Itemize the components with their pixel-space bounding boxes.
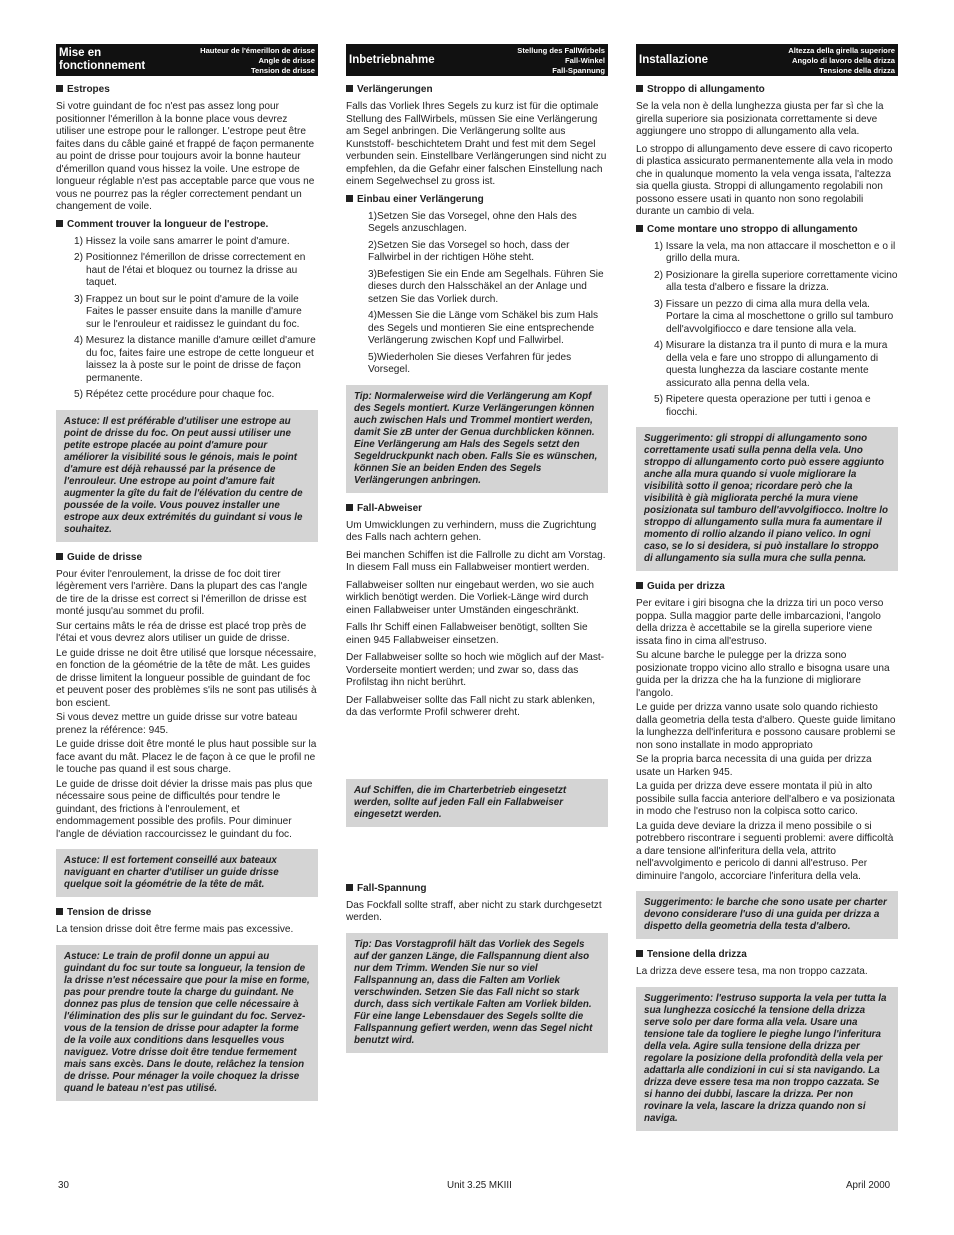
tip-box: Suggerimento: gli stroppi di allungamento sono correttamente usati sulla penna della vela. Uno stroppo di allungamento corto può essere aggiunto anche alla mura quando si vuole migliorare la visibilità sotto il genoa; ricordare però che la visibilità è già migliorata perché la mura viene posizionata sul tamburo dell'avvolgifiocco. Inoltre lo stroppo di allungamento sulla mura fa aumentare il momento di rollio alzando il piano velico. In ogni caso, se lo si desidera, si può installare lo stroppo di allungamento sia sulla mura che sulla penna. — [636, 427, 898, 571]
tip-box: Astuce: Il est préférable d'utiliser une estrope au point de drisse du foc. On peut aussi utiliser une petite estrope placée au point d'amure pour améliorer la visibilité sous le génois, mais le point d'amure est déjà rehaussé par la présence de l'enrouleur. Une estrope au point d'amure fait augmenter la gîte du fait de l'élévation du centre de poussée de la voile. Vous pouvez installer une estrope aux deux extrémités du guindant si vous le souhaitez. — [56, 410, 318, 542]
section-subtitles: Hauteur de l'émerillon de drisse Angle de drisse Tension de drisse — [200, 46, 315, 75]
list-item: 5) Répétez cette procédure pour chaque foc. — [74, 389, 275, 400]
column-german — [346, 44, 608, 1063]
tip-box: Tip: Normalerweise wird die Verlängerung am Kopf des Segels montiert. Kurze Verlängerungen können auch zwischen Hals und Trommel montiert werden, damit Sie zB unter der Genua durchblicken können. Eine Verlängerung am Hals des Segels setzt den Segeldruckpunkt nach oben. Falls Sie es wünschen, können Sie an beiden Enden des Segels Verlängerungen anbringen. — [346, 385, 608, 493]
column-french — [56, 44, 318, 1111]
section-header-french — [56, 44, 318, 76]
paragraph: Le guide drisse ne doit être utilisé que lorsque nécessaire, en fonction de la géométrie de la tête de mât. Les guides de drisse limitent la longueur possible de guindant de foc et peuvent poser des problèmes s'ils ne sont pas utilisés à bon escient. — [56, 647, 317, 709]
footer-date: April 2000 — [846, 1180, 891, 1191]
paragraph: Der Fallabweiser sollte das Fall nicht zu stark ablenken, da das verformte Profil schwerer dreht. — [346, 694, 596, 718]
column-italian — [636, 44, 898, 1141]
heading-guide: Guide de drisse — [56, 552, 318, 564]
paragraph: Das Fockfall sollte straff, aber nicht zu stark durchgesetzt werden. — [346, 899, 602, 923]
heading-stroppo: Stroppo di allungamento — [636, 84, 898, 96]
page-number: 30 — [58, 1180, 69, 1191]
steps-list — [346, 211, 608, 377]
paragraph: Per evitare i giri bisogna che la drizza tiri un poco verso poppa. Sulla maggior parte delle imbarcazioni, l'angolo della drizza è accettabile se la girella superiore viene issata fino in cima all'estruso. — [636, 598, 884, 647]
list-item: 3) Fissare un pezzo di cima alla mura della vela. Portare la cima al moschettone o grillo sul tamburo dell'avvolgifiocco e dare tensione alla vela. — [654, 298, 894, 335]
steps-list — [56, 236, 318, 402]
list-item: 1)Setzen Sie das Vorsegel, ohne den Hals des Segels anzuschlagen. — [368, 210, 577, 234]
paragraph: Le guide per drizza vanno usate solo quando richiesto dalla geometria della testa d'albero. Queste guide limitano la lunghezza dell'inferitura e possono causare problemi se non sono installate in modo appropriato — [636, 702, 896, 751]
list-item: 5)Wiederholen Sie dieses Verfahren für jedes Vorsegel. — [368, 351, 572, 375]
section-title: Inbetriebnahme — [349, 54, 435, 66]
list-item: 2) Posizionare la girella superiore correttamente vicino alla testa d'albero e fissare la drizza. — [654, 269, 898, 293]
paragraph: Se la vela non è della lunghezza giusta per far sì che la girella superiore sia posizionata correttamente si deve aggiungere uno stroppo di allungamento alla vela. — [636, 101, 884, 137]
paragraph: La guida per drizza deve essere montata il più in alto possibile sulla faccia anteriore dell'albero e va posizionata in modo che l'estruso non la colpisca sotto carico. — [636, 781, 895, 817]
tip-box: Suggerimento: le barche che sono usate per charter devono considerare l'uso di una guida per drizza a dispetto della geometria della testa d'albero. — [636, 891, 898, 939]
list-item: 2)Setzen Sie das Vorsegel so hoch, dass der Fallwirbel in der richtigen Höhe steht. — [368, 239, 570, 263]
paragraph: Su alcune barche le pulegge per la drizza sono posizionate troppo vicino allo strallo e bisogna usare una guida per la drizza che ha la funzione di migliorare l'angolo. — [636, 650, 890, 699]
section-title: Installazione — [639, 54, 709, 66]
heading-guida: Guida per drizza — [636, 581, 898, 593]
paragraph: Si votre guindant de foc n'est pas assez long pour positionner l'émerillon à la bonne place vous devrez utiliser une estrope pour le rallonger. L'estrope peut être faites dans du câble gainé et frappé de façon permanente au point de drisse pour toujours avoir la bonne hauteur d'émerillon quand vous hissez la voile. Une estrope de longueur réglable n'est pas acceptable parce que vous ne vous ne pourrez pas la régler correctement pendant un changement de voile. — [56, 101, 315, 212]
tip-box: Astuce: Il est fortement conseillé aux bateaux naviguant en charter d'utiliser un guide drisse quelque soit la géométrie de la tête de mât. — [56, 849, 318, 897]
paragraph: Um Umwicklungen zu verhindern, muss die Zugrichtung des Falls nach achtern gehen. — [346, 519, 597, 543]
list-item: 2) Positionnez l'émerillon de drisse correctement en haut de l'étai et bloquez ou tournez la drisse au taquet. — [74, 252, 306, 288]
heading-tensione: Tensione della drizza — [636, 949, 898, 961]
paragraph: Falls Ihr Schiff einen Fallabweiser benötigt, sollten Sie einen 945 Fallabweiser einsetzen. — [346, 622, 588, 646]
heading-einbau: Einbau einer Verlängerung — [346, 194, 608, 206]
section-header-german — [346, 44, 608, 76]
heading-estropes: Estropes — [56, 84, 318, 96]
paragraph: Falls das Vorliek Ihres Segels zu kurz ist für die optimale Stellung des FallWirbels, müssen Sie eine Verlängerung am Segel anbringen. Die Verlängerung sollte aus Kunststoff- beschichtetem Draht und fest mit dem Segel verbunden sein. Einstellbare Verlängerungen sind nicht zu empfehlen, da die Gefahr einer falschen Einstellung nach einem Segelwechsel zu gross ist. — [346, 101, 607, 187]
footer-unit: Unit 3.25 MKIII — [447, 1180, 512, 1191]
steps-list — [636, 241, 898, 420]
section-header-italian — [636, 44, 898, 76]
paragraph: La drizza deve essere tesa, ma non troppo cazzata. — [636, 966, 868, 977]
list-item: 4)Messen Sie die Länge vom Schäkel bis zum Hals des Segels und montieren Sie eine entsprechende Verlängerung zwischen Kopf und Fallwirbel. — [368, 310, 599, 346]
list-item: 4) Misurare la distanza tra il punto di mura e la mura della vela e fare uno stroppo di allungamento di questa lunghezza da lasciare costante mente assicurato alla penna della vela. — [654, 340, 888, 389]
list-item: 4) Mesurez la distance manille d'amure œillet d'amure du foc, faites faire une estrope de cette longueur et laissez la à poste sur le point de drisse de façon permanente. — [74, 335, 316, 384]
paragraph: Sur certains mâts le réa de drisse est placé trop près de l'étai et vous devrez alors utiliser un guide de drisse. — [56, 620, 307, 644]
heading-come-montare: Come montare uno stroppo di allungamento — [636, 224, 898, 236]
heading-tension: Tension de drisse — [56, 907, 318, 919]
paragraph: Si vous devez mettre un guide drisse sur votre bateau prenez la référence: 945. — [56, 712, 298, 736]
tip-box: Auf Schiffen, die im Charterbetrieb eingesetzt werden, sollte auf jeden Fall ein Fallabweiser eingesetzt werden. — [346, 779, 608, 827]
heading-fall-spannung: Fall-Spannung — [346, 883, 608, 895]
heading-longueur: Comment trouver la longueur de l'estrope. — [56, 219, 318, 231]
tip-box: Suggerimento: l'estruso supporta la vela per tutta la sua lunghezza cosicché la tensione della drizza serve solo per dare forma alla vela. Usare una tensione tale da togliere le pieghe lungo l'inferitura della vela. Agire sulla tensione della drizza per regolare la posizione della profondità della vela per adattarla alle condizioni in cui si sta navigando. La drizza deve essere tesa ma non troppo cazzata. Se si hanno dei dubbi, lascare la drizza. Per non rovinare la vela, lascare la drizza quando non si naviga. — [636, 987, 898, 1131]
paragraph: Le guide de drisse doit dévier la drisse mais pas plus que nécessaire sous peine de difficultés pour tendre le guindant, des frictions à l'enroulement, et endommagement possible des profils. Pour diminuer l'angle de déviation raccourcissez le guindant du foc. — [56, 778, 313, 840]
tip-box: Tip: Das Vorstagprofil hält das Vorliek des Segels auf der ganzen Länge, die Fallspannung dient also nur dem Trimm. Wenden Sie nur so viel Fallspannung an, dass die Falten am Vorliek verschwinden. Setzen Sie das Fall nicht so stark durch, dass sich vertikale Falten am Vorliek bilden. Für eine lange Lebensdauer des Segels sollte die Fallspannung gefiert werden, wenn das Segel nicht benutzt wird. — [346, 933, 608, 1053]
paragraph: Bei manchen Schiffen ist die Fallrolle zu dicht am Vorstag. In diesem Fall muss ein Fallabweiser montiert werden. — [346, 549, 606, 573]
heading-verlaengerungen: Verlängerungen — [346, 84, 608, 96]
tip-box: Astuce: Le train de profil donne un appui au guindant du foc sur toute sa longueur, la tension de la drisse n'est nécessaire que pour la mise en forme, pas pour prendre toute la charge du guindant. Ne donnez pas plus de tension que celle nécessaire à l'élimination des plis sur le guindant du foc. Servez-vous de la tension de drisse pour adapter la forme de la voile aux conditions dans lesquelles vous naviguez. Votre drisse doit être tendue fermement mais sans excès. Dans le doute, relâchez la tension de drisse. Pour ménager la voile choquez la drisse quand le bateau n'est pas utilisé. — [56, 945, 318, 1101]
paragraph: Pour éviter l'enroulement, la drisse de foc doit tirer légèrement vers l'arrière. Dans la plupart des cas l'angle de tire de la drisse est correct si l'émerillon de drisse est monté jusqu'au sommet du profil. — [56, 568, 308, 617]
paragraph: Der Fallabweiser sollte so hoch wie möglich auf der Mast-Vorderseite montiert werden; und zwar so, dass das Profilstag ihn nicht berührt. — [346, 652, 605, 688]
paragraph: Fallabweiser sollten nur eingebaut werden, wo sie auch wirklich benötigt werden. Die Vorliek-Länge wird durch einen Fallabweiser unter Umständen eingeschränkt. — [346, 579, 595, 616]
section-subtitles: Stellung des FallWirbels Fall-Winkel Fall-Spannung — [517, 46, 605, 75]
paragraph: Se la propria barca necessita di una guida per drizza usate un Harken 945. — [636, 754, 872, 778]
list-item: 3)Befestigen Sie ein Ende am Segelhals. Führen Sie dieses durch den Halsschäkel an der Anlage und setzen Sie das Vorliek durch. — [368, 268, 604, 305]
paragraph: La guida deve deviare la drizza il meno possibile o si potrebbero riscontrare i seguenti problemi: avere difficoltà a dare tensione all'inferitura della vela, attrito nell'avvolgimento e pericolo di danni all'estruso. Per diminuire l'angolo, accorciare l'inferitura della vela. — [636, 820, 894, 882]
paragraph: La tension drisse doit être ferme mais pas excessive. — [56, 924, 294, 935]
list-item: 1) Issare la vela, ma non attaccare il moschetton e o il grillo della mura. — [654, 240, 896, 264]
list-item: 3) Frappez un bout sur le point d'amure de la voile Faites le passer ensuite dans la manille d'amure sur le l'enrouleur et raidissez le guindant du foc. — [74, 293, 302, 330]
paragraph: Le guide drisse doit être monté le plus haut possible sur la face avant du mât. Placez le de façon à ce que le profil ne le touche pas quand il est sous charge. — [56, 739, 317, 775]
heading-fall-abweiser: Fall-Abweiser — [346, 503, 608, 515]
paragraph: Lo stroppo di allungamento deve essere di cavo ricoperto di plastica assicurato permanentemente alla vela in modo che in qualunque momento la vela venga issata, l'altezza sia quella giusta. Stroppi di allungamento regolabili non possono essere usati in quanto non sono regolabili durante un cambio di vela. — [636, 143, 893, 217]
section-subtitles: Altezza della girella superiore Angolo di lavoro della drizza Tensione della drizza — [788, 46, 895, 75]
list-item: 1) Hissez la voile sans amarrer le point d'amure. — [74, 235, 290, 247]
section-title: Mise en fonctionnement — [59, 47, 146, 72]
list-item: 5) Ripetere questa operazione per tutti i genoa e fiocchi. — [654, 394, 871, 418]
